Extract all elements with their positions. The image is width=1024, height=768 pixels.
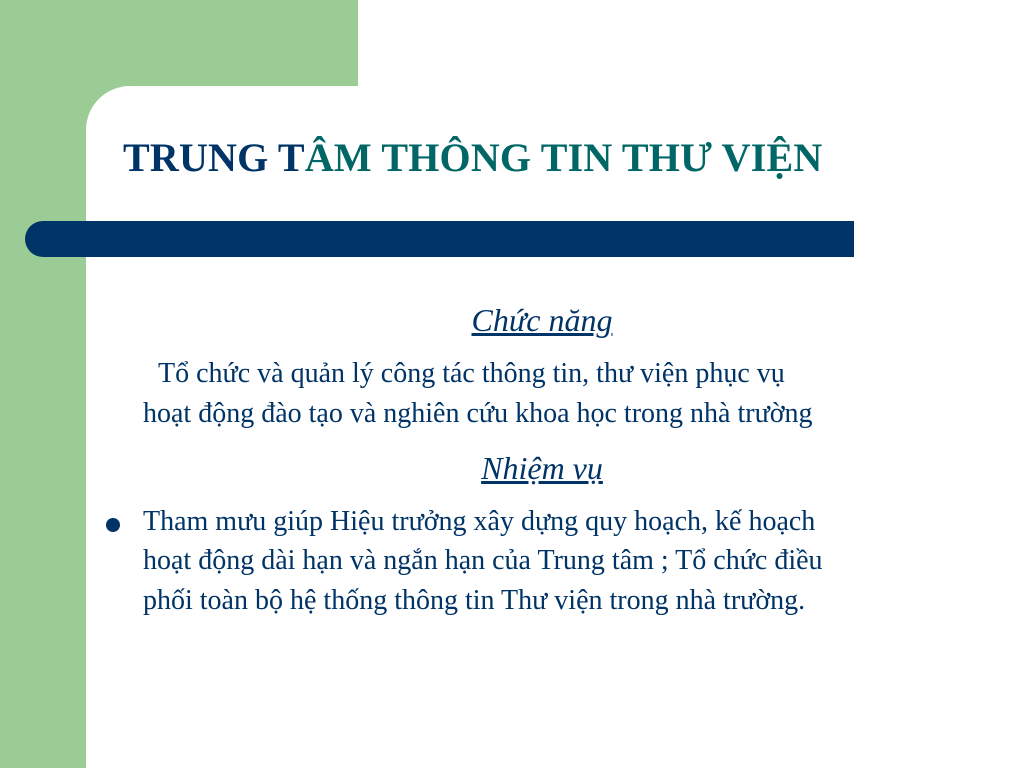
function-text-line-1: Tổ chức và quản lý công tác thông tin, thư viện phục vụ [158, 358, 785, 389]
slide-title [123, 134, 822, 184]
slide-title-part1: TRUNG T [123, 135, 305, 180]
duty-text-line-3: phối toàn bộ hệ thống thông tin Thư viện trong nhà trường. [143, 585, 806, 616]
slide-title-part2: ÂM THÔNG TIN THƯ VIỆN [304, 135, 823, 180]
bullet-dot-icon [106, 518, 120, 532]
duty-text-line-1: Tham mưu giúp Hiệu trưởng xây dựng quy hoạch, kế hoạch [143, 506, 816, 537]
title-underline-bar [25, 221, 854, 257]
function-text-line-2: hoạt động đào tạo và nghiên cứu khoa học trong nhà trường [143, 398, 813, 429]
section-heading-duties: Nhiệm vụ [481, 450, 603, 486]
section-heading-function: Chức năng [471, 302, 613, 338]
duty-text-line-2: hoạt động dài hạn và ngắn hạn của Trung tâm ; Tổ chức điều [143, 545, 823, 576]
